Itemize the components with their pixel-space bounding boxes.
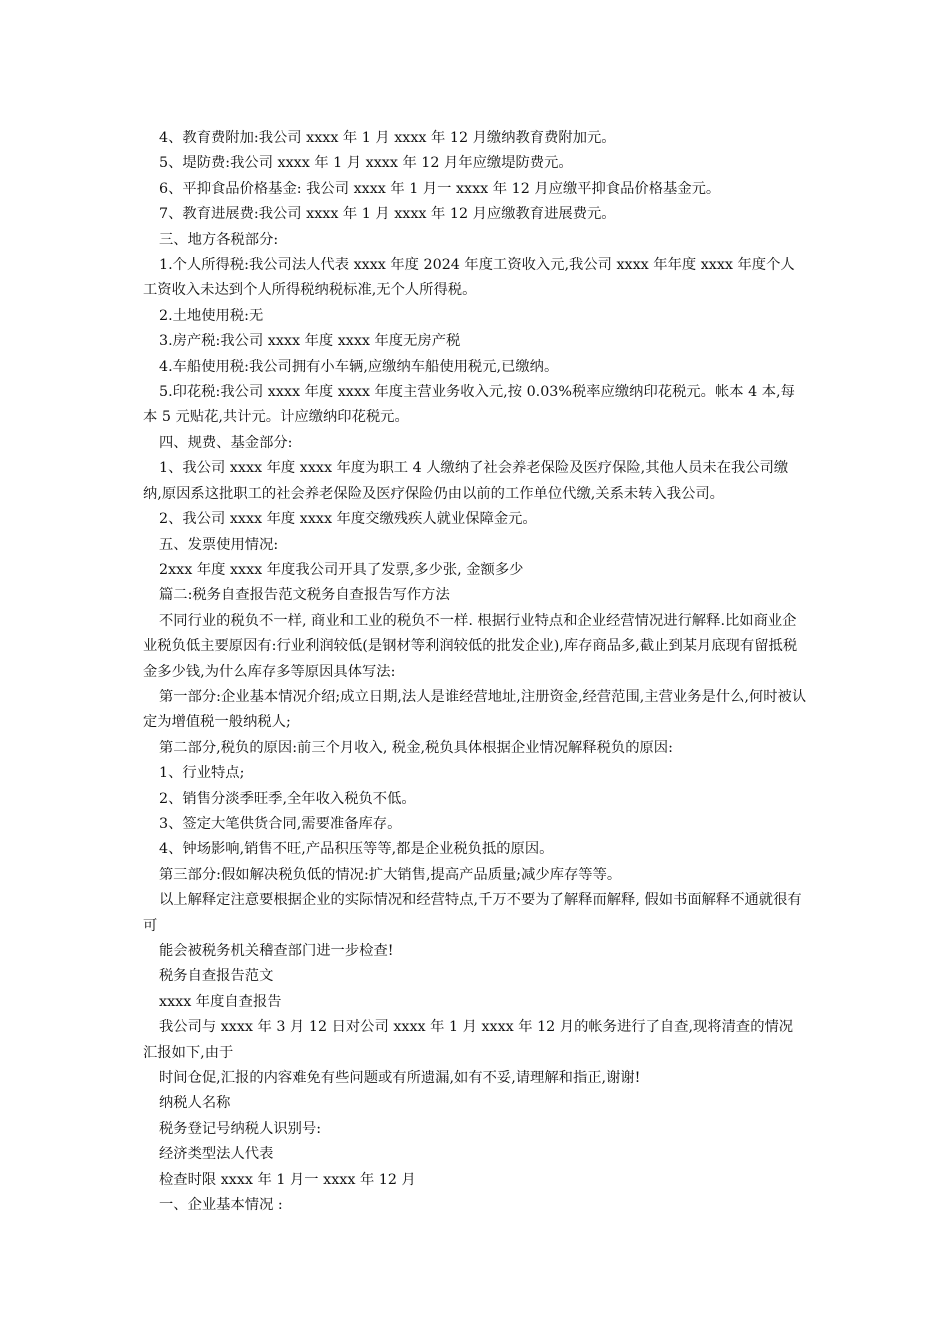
paragraph: 第三部分:假如解决税负低的情况:扩大销售,提高产品质量;减少库存等等。 bbox=[159, 866, 622, 883]
paragraph: 6、平抑食品价格基金: 我公司 xxxx 年 1 月一 xxxx 年 12 月应缴平抑食品价格基金元。 bbox=[159, 180, 721, 197]
paragraph: 我公司与 xxxx 年 3 月 12 日对公司 xxxx 年 1 月 xxxx 年 12 月的帐务进行了自查,现将清查的情况汇报如下,由于 bbox=[143, 1019, 794, 1061]
paragraph: 2xxx 年度 xxxx 年度我公司开具了发票,多少张, 金额多少 bbox=[159, 561, 524, 578]
section-heading: 税务自查报告范文 bbox=[159, 968, 274, 985]
section-heading: 四、规费、基金部分: bbox=[159, 434, 293, 451]
paragraph: 不同行业的税负不一样, 商业和工业的税负不一样. 根据行业特点和企业经营情况进行解释.比如商业企业税负低主要原因有:行业利润较低(是钢材等利润较低的批发企业),库存商品多,截止到某月底现有留抵税金多少钱,为什么库存多等原因具体写法: bbox=[143, 612, 798, 680]
paragraph: 3.房产税:我公司 xxxx 年度 xxxx 年度无房产税 bbox=[159, 333, 461, 350]
form-line: 检查时限 xxxx 年 1 月一 xxxx 年 12 月 bbox=[159, 1171, 416, 1188]
paragraph: 能会被税务机关稽查部门进一步检查! bbox=[159, 943, 394, 959]
section-heading: 一、企业基本情况 : bbox=[159, 1197, 283, 1214]
section-heading: 篇二:税务自查报告范文税务自查报告写作方法 bbox=[159, 587, 450, 604]
section-heading: 三、地方各税部分: bbox=[159, 231, 279, 248]
paragraph: 4、钟场影响,销售不旺,产品积压等等,都是企业税负抵的原因。 bbox=[159, 841, 554, 858]
section-heading: xxxx 年度自查报告 bbox=[159, 993, 282, 1010]
paragraph: 时间仓促,汇报的内容难免有些问题或有所遗漏,如有不妥,请理解和指正,谢谢! bbox=[159, 1070, 641, 1087]
paragraph: 4、教育费附加:我公司 xxxx 年 1 月 xxxx 年 12 月缴纳教育费附加元。 bbox=[159, 130, 616, 146]
paragraph: 1.个人所得税:我公司法人代表 xxxx 年度 2024 年度工资收入元,我公司 xxxx 年年度 xxxx 年度个人工资收入未达到个人所得税纳税标准,无个人所得税。 bbox=[143, 257, 795, 299]
paragraph: 4.车船使用税:我公司拥有小车辆,应缴纳车船使用税元,已缴纳。 bbox=[159, 358, 559, 375]
paragraph: 3、签定大笔供货合同,需要准备库存。 bbox=[159, 815, 402, 832]
paragraph: 5.印花税:我公司 xxxx 年度 xxxx 年度主营业务收入元,按 0.03%税率应缴纳印花税元。帐本 4 本,每本 5 元贴花,共计元。计应缴纳印花税元。 bbox=[143, 384, 795, 426]
paragraph: 第一部分:企业基本情况介绍;成立日期,法人是谁经营地址,注册资金,经营范围,主营业务是什么,何时被认定为增值税一般纳税人; bbox=[143, 688, 807, 731]
form-line: 税务登记号纳税人识别号: bbox=[159, 1120, 322, 1137]
paragraph: 2、我公司 xxxx 年度 xxxx 年度交缴残疾人就业保障金元。 bbox=[159, 511, 537, 528]
paragraph: 1、我公司 xxxx 年度 xxxx 年度为职工 4 人缴纳了社会养老保险及医疗保险,其他人员未在我公司缴纳,原因系这批职工的社会养老保险及医疗保险仍由以前的工作单位代缴,关系未转入我公司。 bbox=[143, 460, 789, 502]
paragraph: 2.土地使用税:无 bbox=[159, 307, 264, 324]
form-line: 纳税人名称 bbox=[159, 1095, 231, 1112]
paragraph: 7、教育进展费:我公司 xxxx 年 1 月 xxxx 年 12 月应缴教育进展费元。 bbox=[159, 206, 616, 223]
form-line: 经济类型法人代表 bbox=[159, 1146, 274, 1163]
paragraph: 以上解释定注意要根据企业的实际情况和经营特点,千万不要为了解释而解释, 假如书面解释不通就很有可 bbox=[143, 892, 802, 934]
section-heading: 五、发票使用情况: bbox=[159, 536, 279, 553]
paragraph: 2、销售分淡季旺季,全年收入税负不低。 bbox=[159, 790, 416, 807]
paragraph: 1、行业特点; bbox=[159, 765, 245, 782]
document-body bbox=[143, 126, 807, 1218]
paragraph: 5、堤防费:我公司 xxxx 年 1 月 xxxx 年 12 月年应缴堤防费元。 bbox=[159, 155, 573, 172]
paragraph: 第二部分,税负的原因:前三个月收入, 税金,税负具体根据企业情况解释税负的原因: bbox=[159, 739, 673, 756]
